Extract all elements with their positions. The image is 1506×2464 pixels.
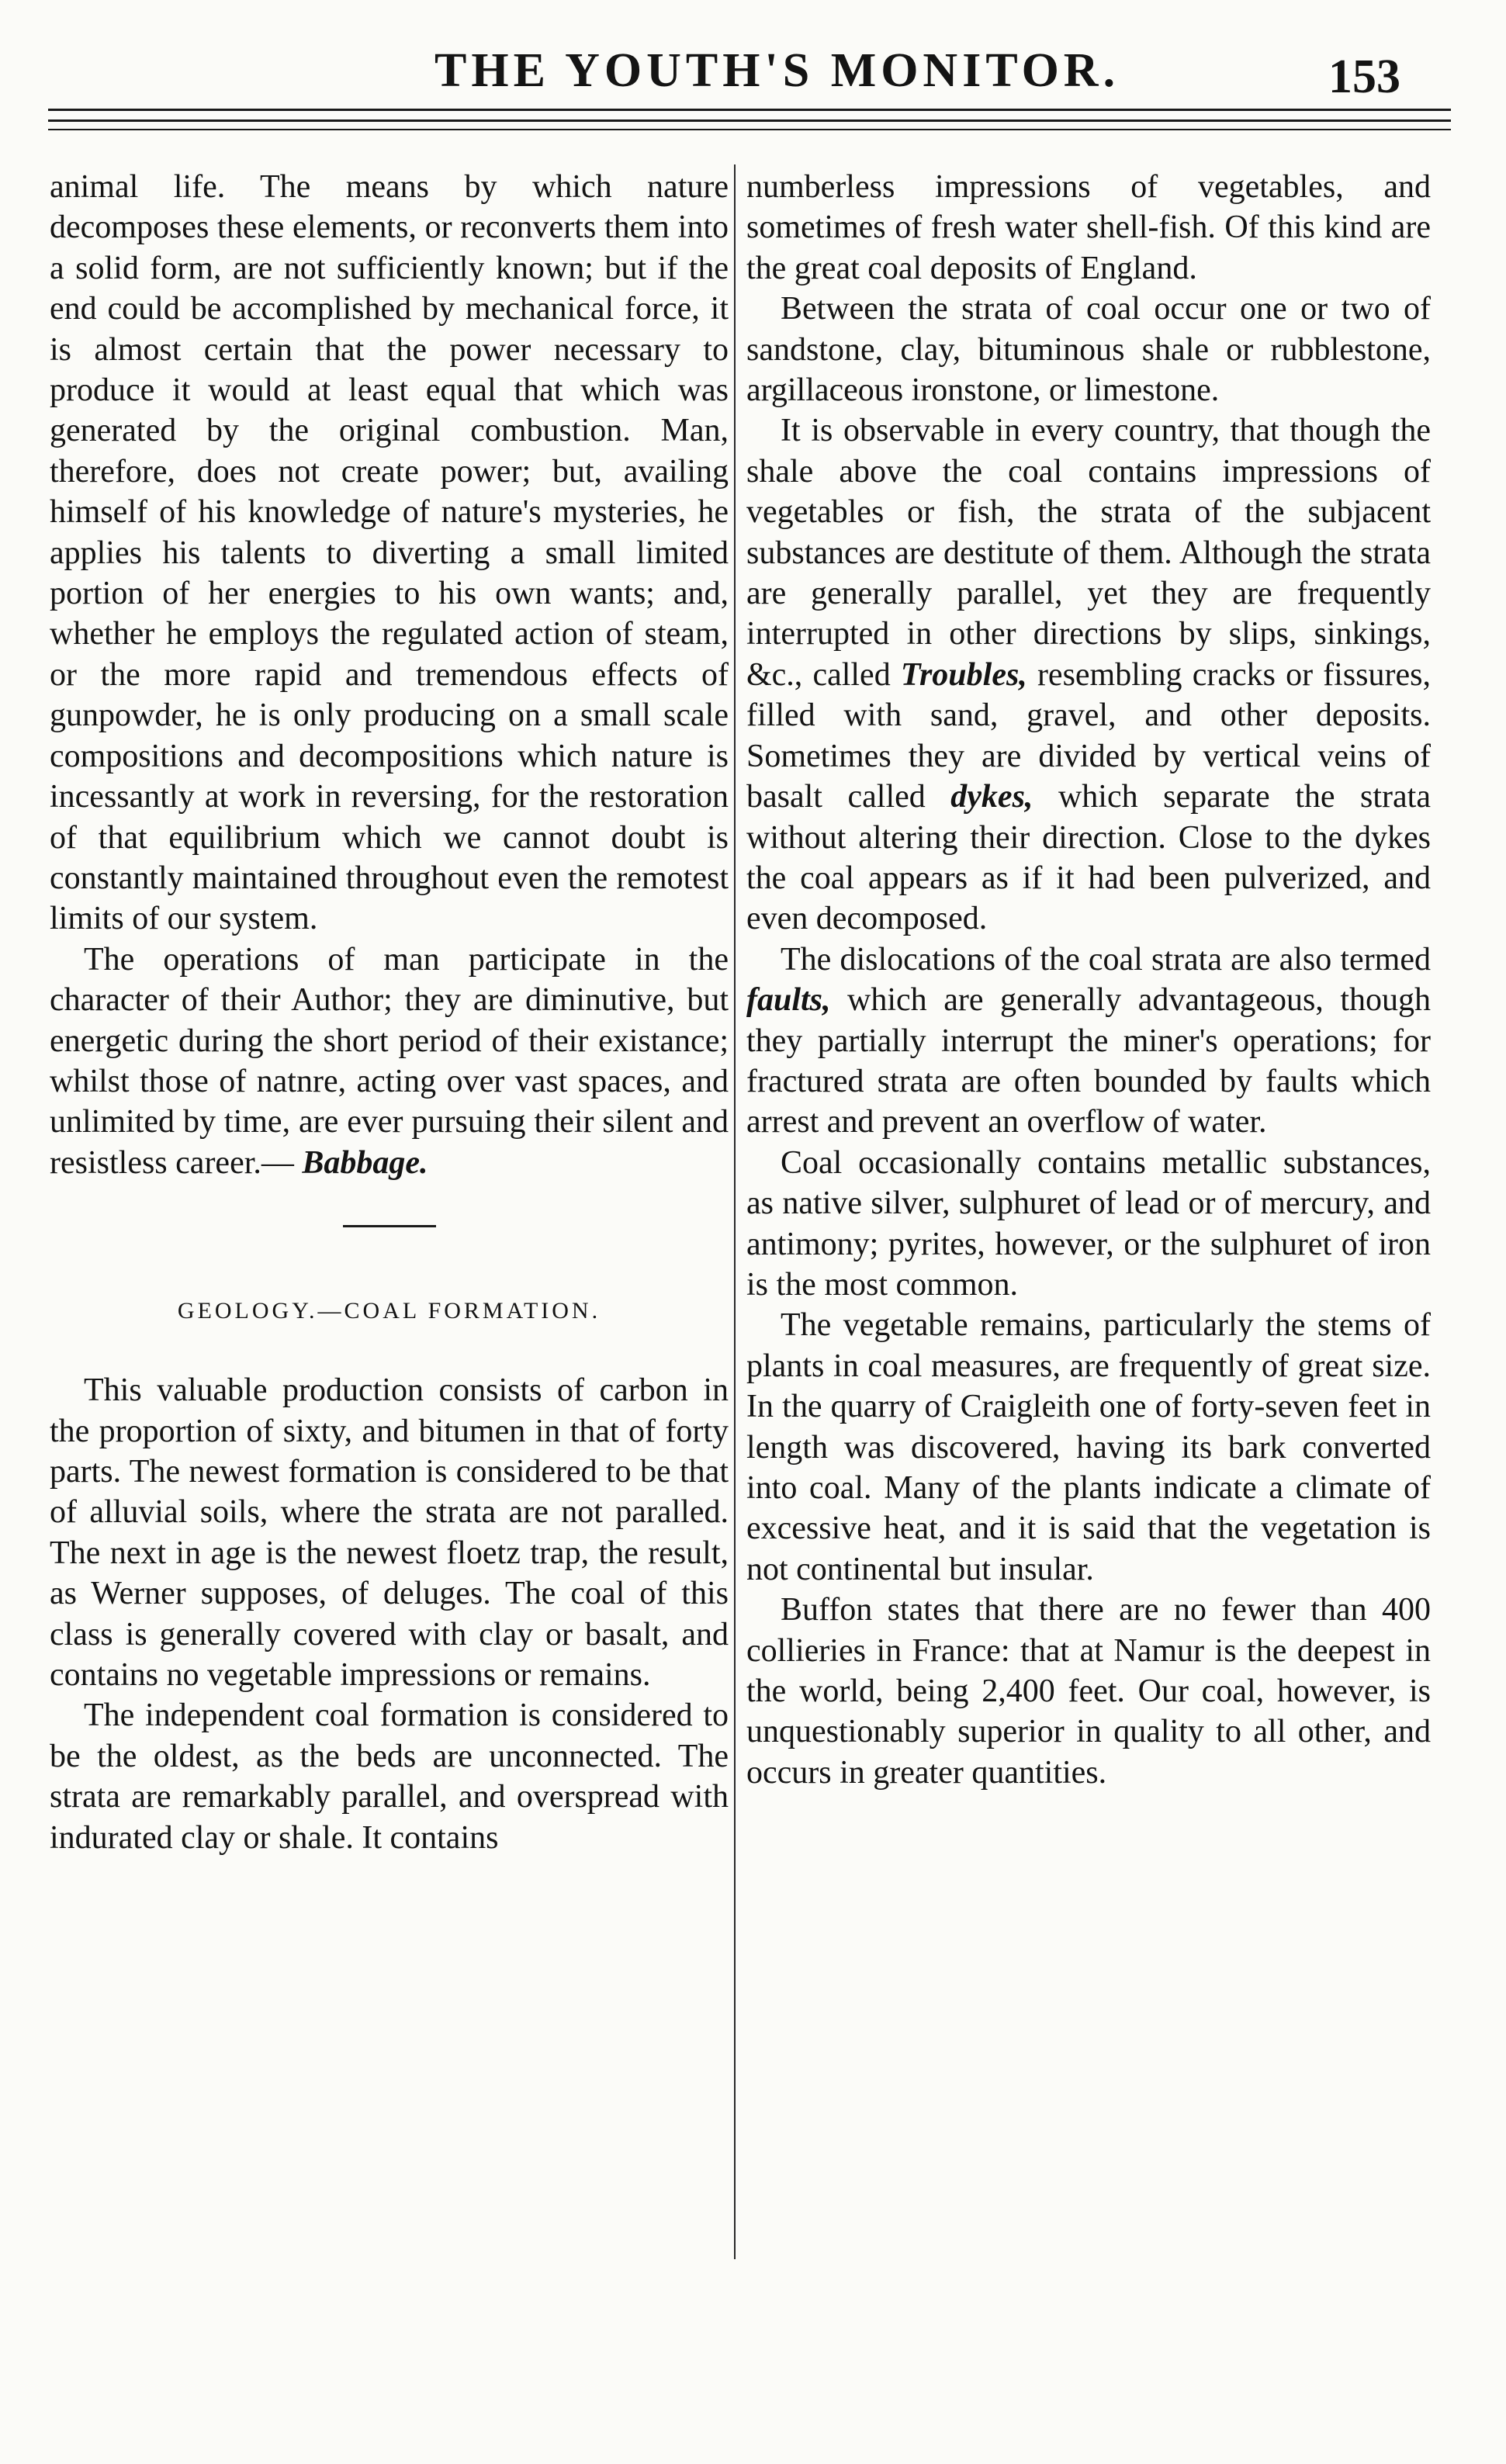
running-title: THE YOUTH'S MONITOR. [434, 44, 1120, 97]
column-divider [734, 164, 736, 2259]
paragraph-operations-text: The operations of man participate in the character of their Author; they are diminutive, but energetic during the short period of their existance; whilst those of natnre, acting over vast spaces, and unlimited by time, are ever pursuing their silent and resistless career.— [50, 941, 729, 1181]
header-rule-bottom [48, 129, 1451, 130]
page-number: 153 [1328, 50, 1400, 103]
section-heading: GEOLOGY.—COAL FORMATION. [177, 1298, 601, 1324]
paragraph-operations-of-man [50, 940, 729, 1183]
running-head [0, 14, 1506, 103]
header-rule-top [48, 109, 1451, 111]
observable-text-a: It is observable in every country, that though the shale above the coal contains impressions of vegetables or fish, the strata of the subjacent substances are destitute of them. Although the strata are generally parallel, yet they are frequently interrupted in other directions by slips, sinkings, &c., called [746, 413, 1431, 693]
paragraph-numberless-impressions: numberless impressions of vegetables, and sometimes of fresh water shell-fish. Of this kind are the great coal deposits of England. [746, 169, 1431, 286]
paragraph-independent-coal: The independent coal formation is considered to be the oldest, as the beds are unconnected. The strata are remarkably parallel, and overspread with indurated clay or shale. It contains [50, 1697, 729, 1856]
dislocations-text-b: which are generally advantageous, though they partially interrupt the miner's operations; for fractured strata are often bounded by faults which arrest and prevent an overflow of water. [746, 982, 1431, 1140]
observable-text-b: resembling cracks or fissures, filled with sand, gravel, and other deposits. Sometimes they are divided by vertical veins of basalt called [746, 656, 1432, 815]
term-faults: faults, [746, 982, 831, 1019]
paragraph-observable [746, 410, 1431, 939]
observable-text-c: which separate the strata without altering their direction. Close to the dykes the coal appears as if it had been pulverized, and even decomposed. [746, 779, 1431, 937]
dislocations-text-a: The dislocations of the coal strata are also termed [781, 941, 1431, 978]
paragraph-buffon: Buffon states that there are no fewer than 400 collieries in France: that at Namur is the deepest in the world, being 2,400 feet. Our coal, however, is unquestionably superior in quality to all other, and occurs in greater quantities. [746, 1592, 1431, 1791]
author-signature: Babbage. [302, 1144, 428, 1181]
section-divider-rule [343, 1225, 436, 1227]
right-column [746, 167, 1431, 1793]
left-column [50, 167, 729, 1858]
paragraph-between-strata: Between the strata of coal occur one or two of sandstone, clay, bituminous shale or rubblestone, argillaceous ironstone, or limestone. [746, 291, 1431, 409]
paragraph-valuable-production: This valuable production consists of carbon in the proportion of sixty, and bitumen in that of forty parts. The newest formation is considered to be that of alluvial soils, where the strata are not paralled. The next in age is the newest floetz trap, the result, as Werner supposes, of deluges. The coal of this class is generally covered with clay or basalt, and contains no vegetable impressions or remains. [50, 1372, 729, 1693]
header-rule-middle [48, 119, 1451, 122]
paragraph-metallic-substances: Coal occasionally contains metallic substances, as native silver, sulphuret of lead or of mercury, and antimony; pyrites, however, or the sulphuret of iron is the most common. [746, 1144, 1431, 1303]
term-troubles: Troubles, [900, 656, 1027, 693]
paragraph-vegetable-remains: The vegetable remains, particularly the stems of plants in coal measures, are frequently of great size. In the quarry of Craigleith one of forty-seven feet in length was discovered, having its bark converted into coal. Many of the plants indicate a climate of excessive heat, and it is said that the vegetation is not continental but insular. [746, 1307, 1431, 1587]
paragraph-dislocations [746, 940, 1431, 1143]
paragraph-animal-life: animal life. The means by which nature decomposes these elements, or reconverts them into a solid form, are not sufficiently known; but if the end could be accomplished by mechanical force, it is almost certain that the power necessary to produce it would at least equal that which was generated by the original combustion. Man, therefore, does not create power; but, availing himself of his knowledge of nature's mysteries, he applies his talents to diverting a small limited portion of her energies to his own wants; and, whether he employs the regulated action of steam, or the more rapid and tremendous effects of gunpowder, he is only producing on a small scale compositions and decompositions which nature is incessantly at work in reversing, for the restoration of that equilibrium which we cannot doubt is constantly maintained throughout even the remotest limits of our system. [50, 169, 729, 937]
term-dykes: dykes, [950, 779, 1033, 815]
